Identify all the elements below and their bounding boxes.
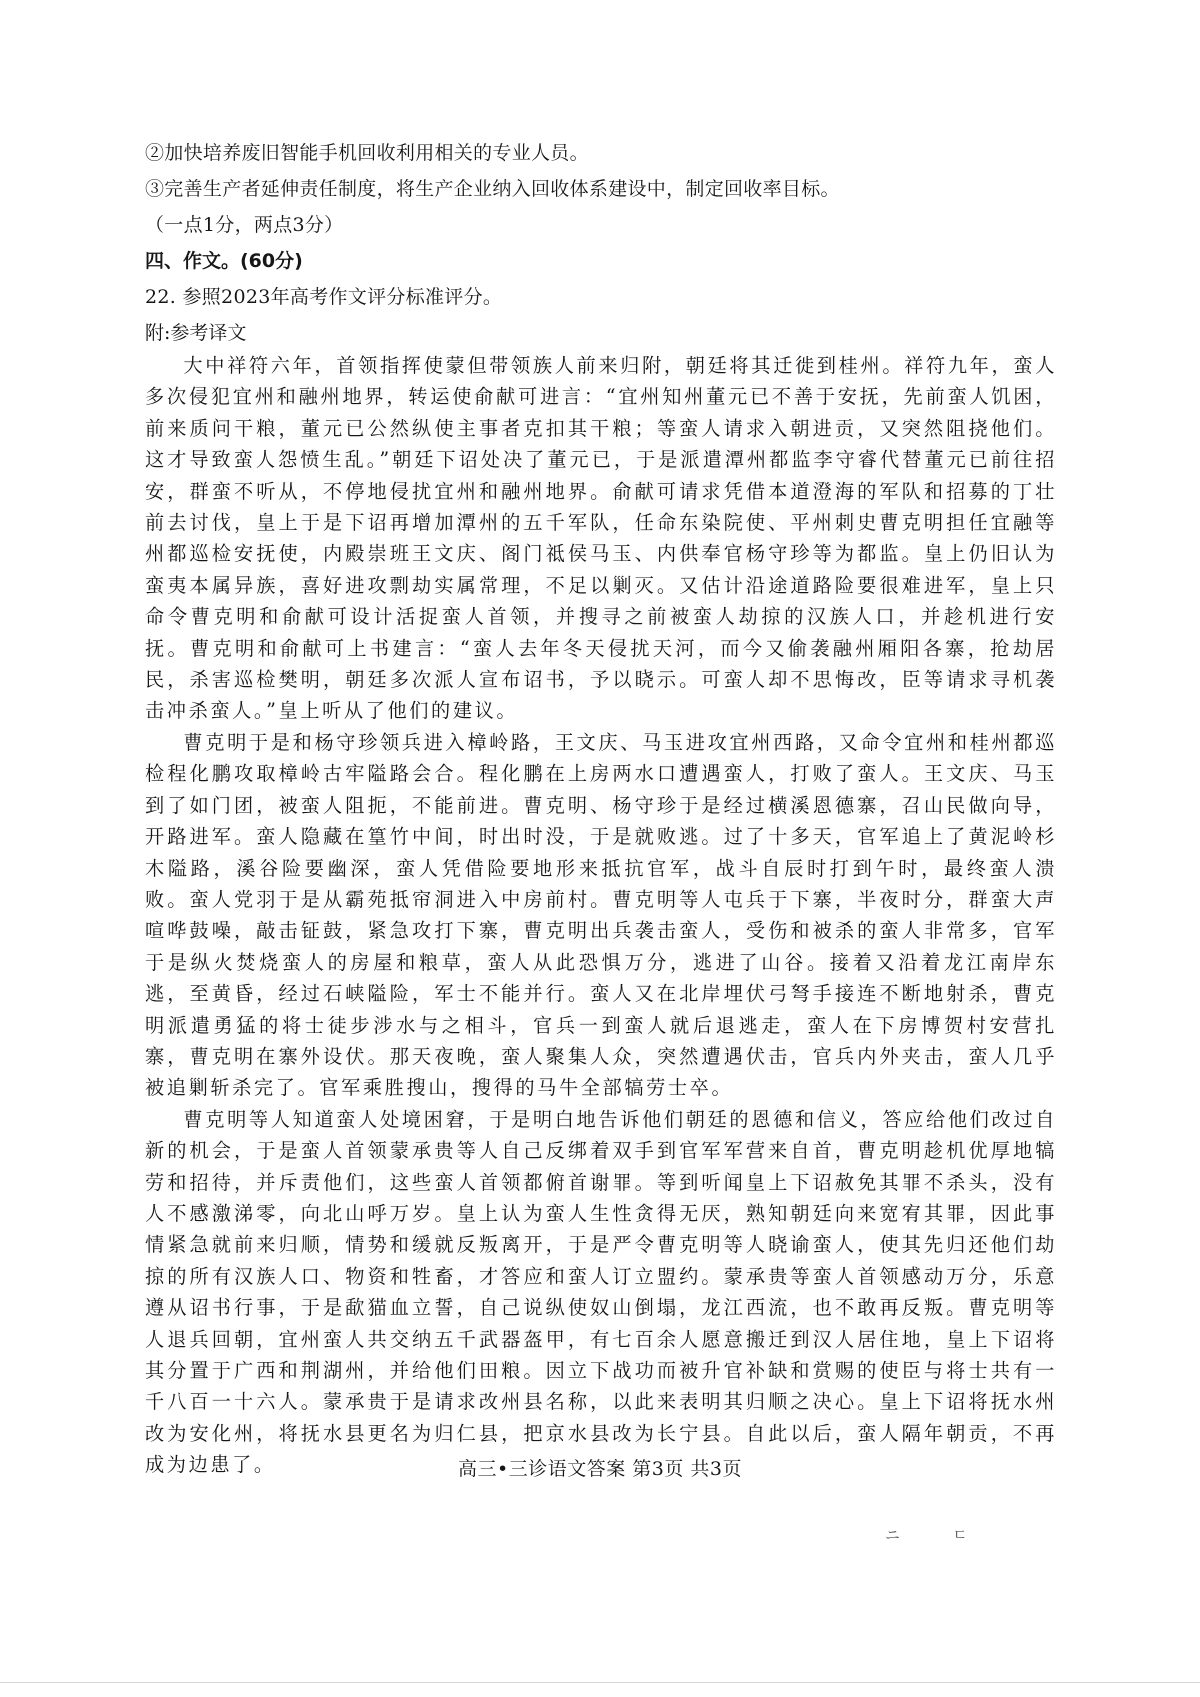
question-22: 22. 参照2023年高考作文评分标准评分。 <box>145 286 503 308</box>
page-content <box>145 140 1057 1481</box>
scan-mark: ㄷ <box>952 1526 972 1544</box>
scan-edge-divider <box>0 1682 1200 1683</box>
answer-item-2: ②加快培养废旧智能手机回收利用相关的专业人员。 <box>145 142 589 164</box>
answer-item-3: ③完善生产者延伸责任制度，将生产企业纳入回收体系建设中，制定回收率目标。 <box>145 178 840 200</box>
appendix-label: 附:参考译文 <box>145 322 247 344</box>
section-heading-essay: 四、作文。(60分) <box>145 250 303 272</box>
scan-mark: ニ <box>885 1526 905 1544</box>
page-footer: 高三•三诊语文答案 第3页 共3页 <box>458 1458 742 1480</box>
translation-paragraph: 大中祥符六年，首领指挥使蒙但带领族人前来归附，朝廷将其迁徙到桂州。祥符九年，蛮人多次侵犯宜州和融州地界，转运使俞献可进言：“宜州知州董元已不善于安抚，先前蛮人饥困，前来质问干粮，董元已公然纵使主事者克扣其干粮；等蛮人请求入朝进贡，又突然阻挠他们。这才导致蛮人怨愤生乱。”朝廷下诏处决了董元已，于是派遣潭州都监李守睿代替董元已前往招安，群蛮不听从，不停地侵扰宜州和融州地界。俞献可请求凭借本道澄海的军队和招募的丁壮前去讨伐，皇上于是下诏再增加潭州的五千军队，任命东染院使、平州刺史曹克明担任宜融等州都巡检安抚使，内殿崇班王文庆、阁门祗侯马玉、内供奉官杨守珍等为都监。皇上仍旧认为蛮夷本属异族，喜好进攻剽劫实属常理，不足以剿灭。又估计沿途道路险要很难进军，皇上只命令曹克明和俞献可设计活捉蛮人首领，并搜寻之前被蛮人劫掠的汉族人口，并趁机进行安抚。曹克明和俞献可上书建言：“蛮人去年冬天侵扰天河，而今又偷袭融州厢阳各寨，抢劫居民，杀害巡检樊明，朝廷多次派人宣布诏书，予以晓示。可蛮人却不思悔改，臣等请求寻机袭击冲杀蛮人。”皇上听从了他们的建议。 <box>145 354 1057 723</box>
scan-marks <box>885 1524 1011 1545</box>
scoring-note: （一点1分，两点3分） <box>145 214 344 236</box>
translation-paragraph: 曹克明于是和杨守珍领兵进入樟岭路，王文庆、马玉进攻宜州西路，又命令宜州和桂州都巡检程化鹏攻取樟岭古牢隘路会合。程化鹏在上房两水口遭遇蛮人，打败了蛮人。王文庆、马玉到了如门团，被蛮人阻扼，不能前进。曹克明、杨守珍于是经过横溪恩德寨，召山民做向导，开路进军。蛮人隐藏在篁竹中间，时出时没，于是就败逃。过了十多天，官军追上了黄泥岭杉木隘路，溪谷险要幽深，蛮人凭借险要地形来抵抗官军，战斗自辰时打到午时，最终蛮人溃败。蛮人党羽于是从霸苑抵帘洞进入中房前村。曹克明等人屯兵于下寨，半夜时分，群蛮大声喧哗鼓噪，敲击钲鼓，紧急攻打下寨，曹克明出兵袭击蛮人，受伤和被杀的蛮人非常多，官军于是纵火焚烧蛮人的房屋和粮草，蛮人从此恐惧万分，逃进了山谷。接着又沿着龙江南岸东逃，至黄昏，经过石峡隘险，军士不能并行。蛮人又在北岸埋伏弓弩手接连不断地射杀，曹克明派遣勇猛的将士徒步涉水与之相斗，官兵一到蛮人就后退逃走，蛮人在下房博贺村安营扎寨，曹克明在寨外设伏。那天夜晚，蛮人聚集人众，突然遭遇伏击，官兵内外夹击，蛮人几乎被追剿斩杀完了。官军乘胜搜山，搜得的马牛全部犒劳士卒。 <box>145 730 1057 1100</box>
translation-paragraph: 曹克明等人知道蛮人处境困窘，于是明白地告诉他们朝廷的恩德和信义，答应给他们改过自新的机会，于是蛮人首领蒙承贵等人自己反绑着双手到官军军营来自首，曹克明趁机优厚地犒劳和招待，并斥责他们，这些蛮人首领都俯首谢罪。等到听闻皇上下诏赦免其罪不杀头，没有人不感激涕零，向北山呼万岁。皇上认为蛮人生性贪得无厌，熟知朝廷向来宽宥其罪，因此事情紧急就前来归顺，情势和缓就反叛离开，于是严令曹克明等人晓谕蛮人，使其先归还他们劫掠的所有汉族人口、物资和牲畜，才答应和蛮人订立盟约。蒙承贵等蛮人首领感动万分，乐意遵从诏书行事，于是歃猫血立誓，自己说纵使奴山倒塌，龙江西流，也不敢再反叛。曹克明等人退兵回朝，宜州蛮人共交纳五千武器盔甲，有七百余人愿意搬迁到汉人居住地，皇上下诏将其分置于广西和荆湖州，并给他们田粮。因立下战功而被升官补缺和赏赐的使臣与将士共有一千八百一十六人。蒙承贵于是请求改州县名称，以此来表明其归顺之决心。皇上下诏将抚水州改为安化州，将抚水县更名为归仁县，把京水县改为长宁县。自此以后，蛮人隔年朝贡，不再成为边患了。 <box>145 1107 1057 1477</box>
